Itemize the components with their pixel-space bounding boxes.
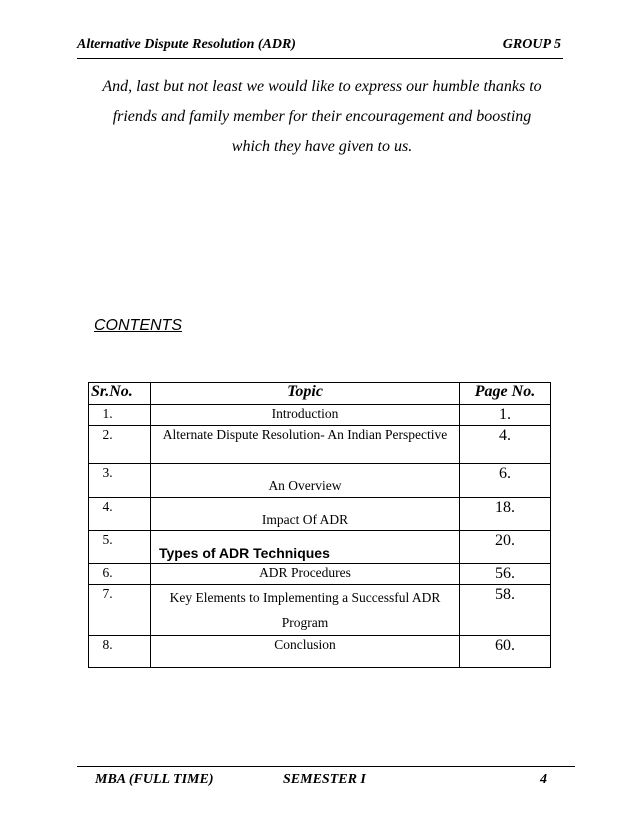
row-page: 58. (460, 585, 551, 636)
header-group: GROUP 5 (502, 37, 561, 52)
header-page-no: Page No. (460, 383, 551, 405)
row-sr: 2. (89, 426, 151, 464)
header-sr-no: Sr.No. (89, 383, 151, 405)
contents-table (88, 382, 551, 668)
row-page: 1. (460, 405, 551, 426)
row-topic: Alternate Dispute Resolution- An Indian Perspective (151, 426, 460, 464)
row-sr: 5. (89, 531, 151, 564)
header-title: Alternative Dispute Resolution (ADR) (77, 37, 296, 52)
row-sr: 8. (89, 636, 151, 668)
row-sr: 4. (89, 498, 151, 531)
table-row (89, 564, 551, 585)
footer-rule (77, 766, 575, 767)
footer-page-number: 4 (540, 772, 547, 787)
contents-heading: CONTENTS (94, 317, 182, 334)
row-topic: Conclusion (151, 636, 460, 668)
row-sr: 6. (89, 564, 151, 585)
table-header-row (89, 383, 551, 405)
row-topic: An Overview (151, 464, 460, 498)
footer-semester: SEMESTER I (283, 772, 366, 787)
table-row (89, 426, 551, 464)
row-topic: Impact Of ADR (151, 498, 460, 531)
row-sr: 1. (89, 405, 151, 426)
row-page: 60. (460, 636, 551, 668)
acknowledgement-paragraph: And, last but not least we would like to express our humble thanks to friends and family member for their encouragement and boosting which they have given to us. (102, 78, 542, 155)
table-row (89, 585, 551, 636)
table-row (89, 405, 551, 426)
table-row (89, 636, 551, 668)
row-page: 56. (460, 564, 551, 585)
page-header (77, 37, 563, 53)
row-topic: Key Elements to Implementing a Successful ADR Program (151, 585, 460, 636)
row-page: 4. (460, 426, 551, 464)
footer-course: MBA (FULL TIME) (95, 772, 214, 787)
header-rule (77, 58, 563, 59)
row-topic: ADR Procedures (151, 564, 460, 585)
row-sr: 7. (89, 585, 151, 636)
row-sr: 3. (89, 464, 151, 498)
row-topic: Types of ADR Techniques (159, 545, 330, 561)
row-page: 20. (460, 531, 551, 564)
header-topic: Topic (151, 383, 460, 405)
table-row (89, 498, 551, 531)
table-row (89, 531, 551, 564)
row-page: 18. (460, 498, 551, 531)
row-topic: Introduction (151, 405, 460, 426)
row-page: 6. (460, 464, 551, 498)
table-row (89, 464, 551, 498)
